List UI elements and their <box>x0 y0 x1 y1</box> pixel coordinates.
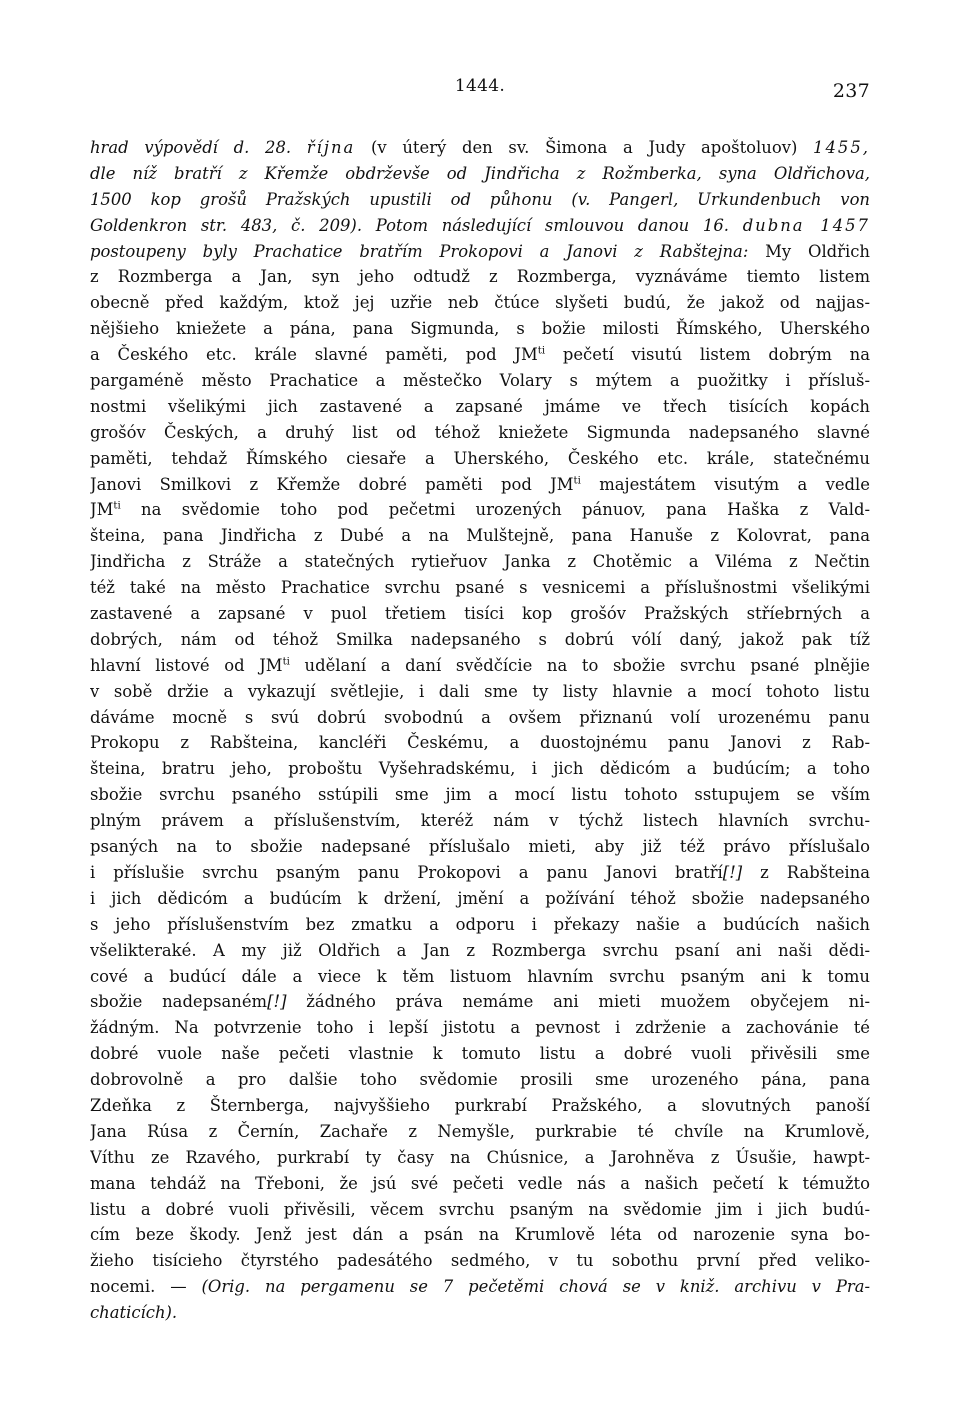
text-segment: zastavené a zapsané v puol třetiem tisíci kop grošóv Pražských stříebrných a <box>90 604 870 624</box>
text-line <box>90 1119 870 1145</box>
text-line <box>90 420 870 446</box>
text-line <box>90 808 870 834</box>
header-year: 1444. <box>454 76 506 96</box>
text-segment: Prokopu z Rabšteina, kancléři Českému, a duostojnému panu Janovi z Rab- <box>90 733 870 753</box>
text-line <box>90 1222 870 1248</box>
text-segment: 1455, <box>813 138 870 157</box>
text-line <box>90 472 870 498</box>
text-segment: Víthu ze Rzavého, purkrabí ty časy na Chúsnice, a Jarohněva z Úsušie, hawpt- <box>90 1147 870 1167</box>
text-segment: sbožie nadepsaném <box>90 992 268 1012</box>
text-line <box>90 264 870 290</box>
text-line <box>90 860 870 886</box>
text-segment: na svědomie toho pod pečetmi urozených pánuov, pana Haška z Vald- <box>120 500 870 520</box>
text-line <box>90 575 870 601</box>
text-segment: nocemi. — <box>90 1277 202 1297</box>
text-line <box>90 627 870 653</box>
text-line <box>90 1145 870 1171</box>
text-line <box>90 938 870 964</box>
text-segment: [!] <box>722 862 743 882</box>
text-segment: cím beze škody. Jenž jest dán a psán na Krumlově léta od narozenie syna bo- <box>90 1225 870 1245</box>
body-text <box>90 135 870 1326</box>
text-segment: října <box>306 138 356 157</box>
text-line <box>90 989 870 1015</box>
text-segment: z Rozmberga a Jan, syn jeho odtudž z Rozmberga, vyznáváme tiemto listem <box>90 267 870 287</box>
text-segment: cové a budúcí dále a viece k těm listuom hlavním svrchu psaným ani k tomu <box>90 966 870 986</box>
text-line <box>90 316 870 342</box>
text-segment: s jeho příslušenstvím bez zmatku a odporu i překazy našie a budúcích našich <box>90 914 870 934</box>
text-segment: plným právem a příslušenstvím, kteréž nám v týchž listech hlavních svrchu- <box>90 811 870 831</box>
text-line <box>90 1248 870 1274</box>
text-segment: pargaméně město Prachatice a městečko Volary s mýtem a puožitky i přísluš- <box>90 371 870 391</box>
text-segment: dobrých, nám od téhož Smilka nadepsaného s dobrú vólí daný, jakož pak tíž <box>90 629 870 649</box>
page-header <box>90 76 870 104</box>
text-segment: grošóv Českých, a druhý list od téhož kniežete Sigmunda nadepsaného slavné <box>90 422 870 442</box>
text-segment: sbožie svrchu psaného sstúpili sme jim a mocí listu tohoto sstupujem se vším <box>90 785 870 805</box>
text-segment: i jich dědicóm a budúcím k držení, jmění a požívání téhož sbožie nadepsaného <box>90 888 870 908</box>
text-segment: Jindřicha z Stráže a statečných rytieřuov Janka z Chotěmic a Viléma z Nečtin <box>90 552 870 572</box>
text-segment: dle níž bratří z Křemže obdrževše od Jindřicha z Rožmberka, syna Oldřichova, <box>90 163 870 183</box>
text-line <box>90 368 870 394</box>
text-line <box>90 756 870 782</box>
text-line <box>90 1093 870 1119</box>
text-segment: nějšieho kniežete a pána, pana Sigmunda, s božie milosti Římského, Uherského <box>90 319 870 339</box>
text-segment: hlavní listové od JM <box>90 655 283 675</box>
text-segment: dubna 1457 <box>742 215 870 235</box>
text-segment: My Oldřich <box>748 241 870 261</box>
text-line <box>90 1171 870 1197</box>
text-segment: dobré vuole naše pečeti vlastnie k tomuto listu a dobré vuoli přivěsili sme <box>90 1044 870 1064</box>
text-line <box>90 342 870 368</box>
text-segment: žádného práva nemáme ani mieti muožem obyčejem ni- <box>286 992 870 1012</box>
text-line <box>90 653 870 679</box>
text-segment: majestátem visutým a vedle <box>580 474 870 494</box>
text-line <box>90 782 870 808</box>
text-segment: mana tehdáž na Třeboni, že jsú své pečeti vedle nás a našich pečetí k témužto <box>90 1173 870 1193</box>
text-line <box>90 730 870 756</box>
text-segment: žádným. Na potvrzenie toho i lepší jistotu a pevnost i zdrženie a zachovánie té <box>90 1018 870 1038</box>
text-line <box>90 213 870 239</box>
text-segment: Janovi Smilkovi z Křemže dobré paměti pod JM <box>90 474 574 494</box>
text-segment: (Orig. na pergamenu se 7 pečetěmi chová se v kniž. archivu v Pra- <box>201 1277 870 1297</box>
text-line <box>90 1197 870 1223</box>
text-segment: šteina, pana Jindřicha z Dubé a na Mulštejně, pana Hanuše z Kolovrat, pana <box>90 526 870 546</box>
text-segment: Goldenkron str. 483, č. 209). Potom následující smlouvou danou 16. <box>90 215 743 235</box>
text-line <box>90 161 870 187</box>
text-line <box>90 394 870 420</box>
text-line <box>90 834 870 860</box>
text-segment: hrad výpovědí d. 28. <box>90 138 307 157</box>
text-line <box>90 239 870 265</box>
text-line <box>90 549 870 575</box>
text-line <box>90 601 870 627</box>
text-segment: v sobě držie a vykazují světlejie, i dali sme ty listy hlavnie a mocí tohoto listu <box>90 681 870 701</box>
text-line <box>90 1067 870 1093</box>
text-segment: Zdeňka z Šternberga, najvyššieho purkrabí Pražského, a slovutných panoší <box>90 1095 870 1115</box>
text-segment: pečetí visutú listem dobrým na <box>545 345 870 365</box>
text-line <box>90 497 870 523</box>
text-line <box>90 1274 870 1300</box>
text-line <box>90 187 870 213</box>
text-line <box>90 886 870 912</box>
text-segment: i příslušie svrchu psaným panu Prokopovi a panu Janovi bratří <box>90 862 723 882</box>
text-line <box>90 912 870 938</box>
page-number: 237 <box>832 80 870 102</box>
superscript-text: ti <box>282 656 290 668</box>
text-segment: dáváme mocně s svú dobrú svobodnú a ovšem přiznanú volí urozenému panu <box>90 707 870 727</box>
text-segment: všelikteraké. A my již Oldřich a Jan z Rozmberga svrchu psaní ani naši dědi- <box>90 940 870 960</box>
text-segment: [!] <box>267 992 287 1012</box>
text-segment: chaticích). <box>90 1303 178 1323</box>
text-segment: obecně před každým, ktož jej uzřie neb čtúce slyšeti budú, že jakož od najjas- <box>90 293 870 313</box>
text-segment: paměti, tehdaž Římského ciesaře a Uherského, Českého etc. krále, statečnému <box>90 448 870 468</box>
text-segment: šteina, bratru jeho, proboštu Vyšehradskému, i jich dědicóm a budúcím; a toho <box>90 759 870 779</box>
text-line <box>90 679 870 705</box>
text-segment: psaných na to sbožie nadepsané příslušalo mieti, aby již též právo příslušalo <box>90 837 870 857</box>
text-segment: (v úterý den sv. Šimona a Judy apoštoluov) <box>355 138 814 157</box>
text-line <box>90 1300 870 1326</box>
text-line <box>90 523 870 549</box>
text-line <box>90 1015 870 1041</box>
text-segment: a Českého etc. krále slavné paměti, pod JM <box>90 345 538 365</box>
text-line <box>90 1041 870 1067</box>
text-line <box>90 705 870 731</box>
text-segment: z Rabšteina <box>742 862 870 882</box>
superscript-text: ti <box>113 501 121 512</box>
text-segment: udělaní a daní svědčície na to sbožie svrchu psané plnějie <box>289 655 870 675</box>
text-line <box>90 446 870 472</box>
superscript-text: ti <box>537 345 546 357</box>
text-segment: Jana Rúsa z Černín, Zachaře z Nemyšle, purkrabie té chvíle na Krumlově, <box>90 1121 870 1141</box>
text-segment: dobrovolně a pro dalšie toho svědomie prosili sme urozeného pána, pana <box>90 1070 870 1090</box>
text-segment: žieho tisícieho čtyrstého padesátého sedmého, v tu sobothu první před veliko- <box>90 1251 870 1271</box>
text-segment: listu a dobré vuoli přivěsili, věcem svrchu psaným na svědomie jim i jich budú- <box>90 1199 870 1219</box>
text-segment: nostmi všelikými jich zastavené a zapsané jmáme ve třech tisících kopách <box>90 396 870 416</box>
text-line <box>90 290 870 316</box>
text-segment: JM <box>90 500 114 520</box>
text-line <box>90 135 870 161</box>
text-segment: postoupeny byly Prachatice bratřím Prokopovi a Janovi z Rabštejna: <box>90 241 749 261</box>
text-segment: též také na město Prachatice svrchu psané s vesnicemi a příslušnostmi všelikými <box>90 578 870 598</box>
text-segment: 1500 kop grošů Pražských upustili od půhonu (v. Pangerl, Urkundenbuch von <box>90 189 870 209</box>
superscript-text: ti <box>573 475 581 487</box>
text-line <box>90 964 870 990</box>
